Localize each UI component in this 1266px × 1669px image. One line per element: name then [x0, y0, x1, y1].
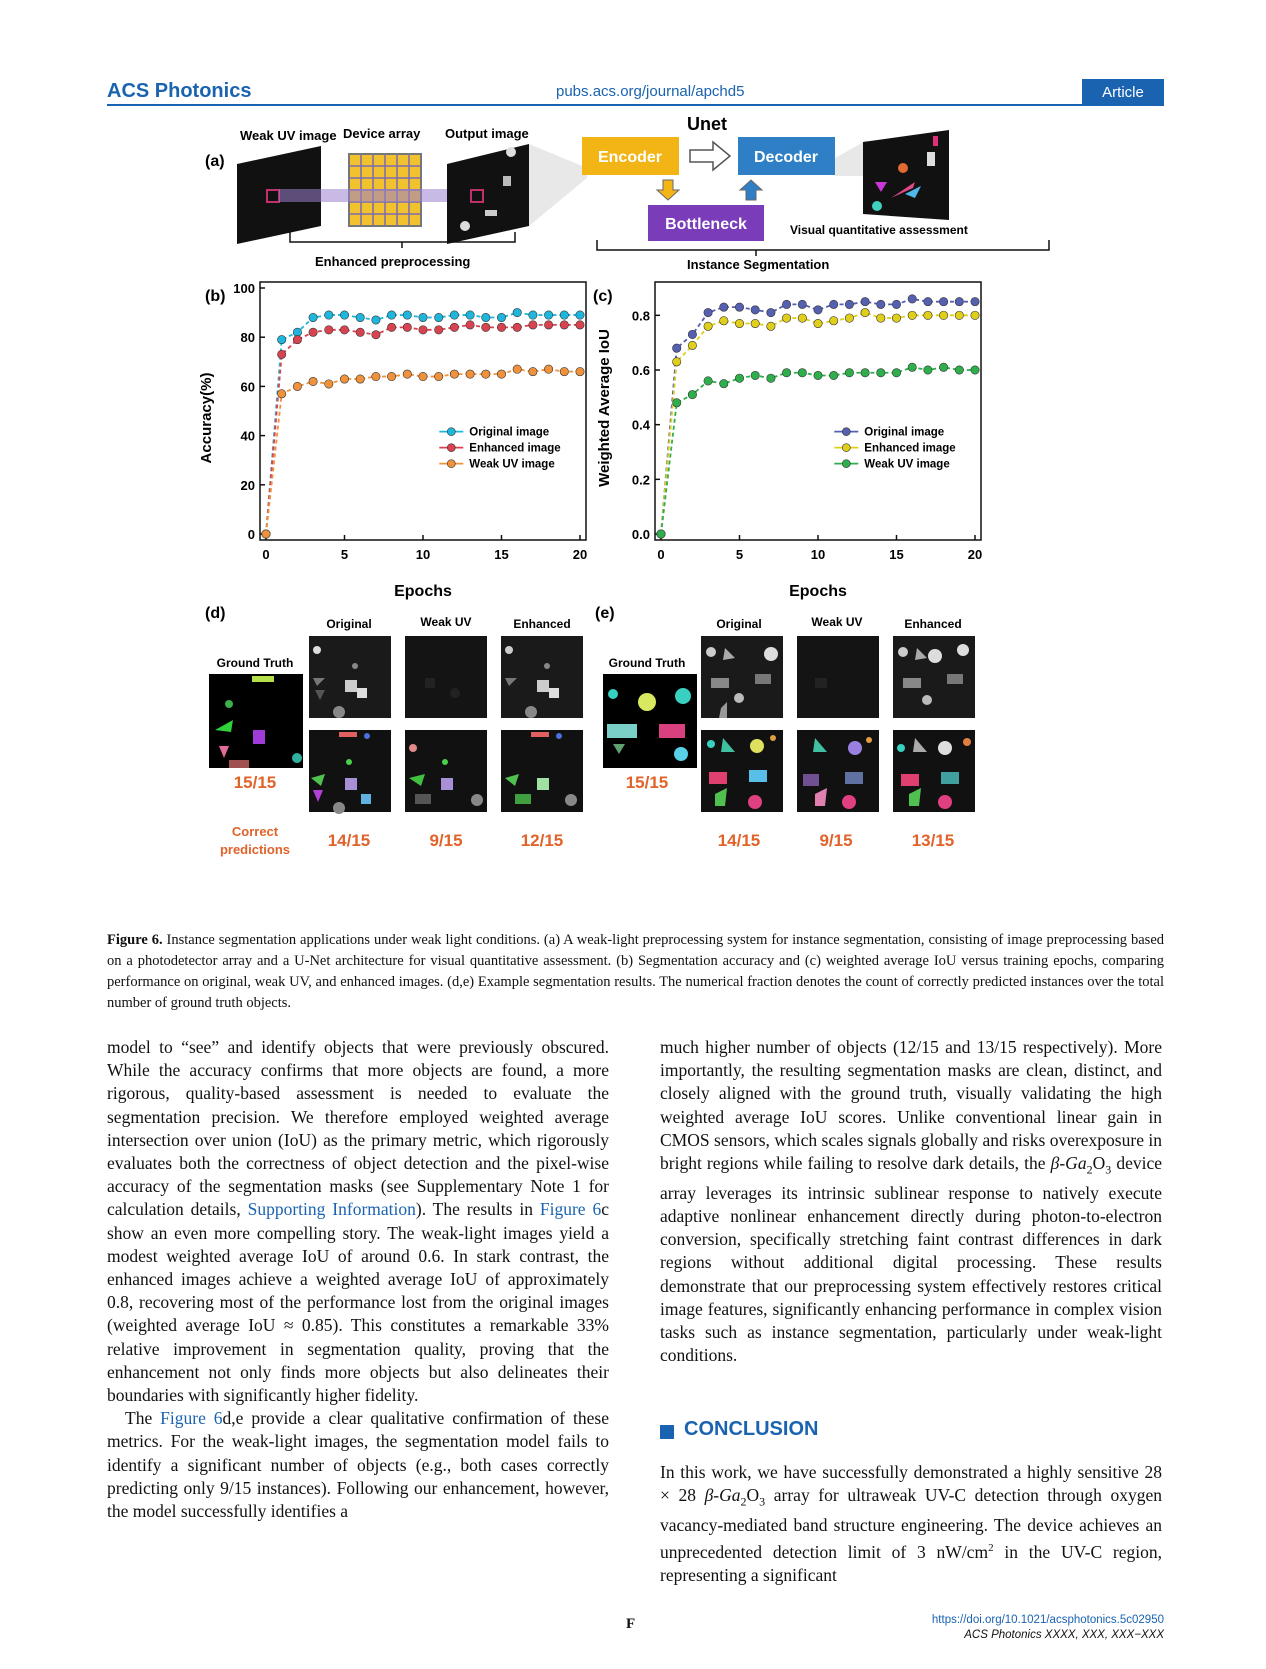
data-point: [861, 308, 869, 316]
up-arrow-icon: [740, 180, 762, 200]
d-col-original: Original: [326, 617, 372, 631]
data-point: [939, 311, 947, 319]
right-p1-text-2: device array leverages its intrinsic sublinear response to natively execute adaptive nonlinear enhancement directly during photon-to-electron conversion, specifically stretching faint contrast differences in dark regions without additional digital processing. These results demonstrate that our preprocessing system effectively restores critical image features, significantly enhancing performance in complex vision tasks such as instance segmentation, particularly under weak-light conditions.: [660, 1153, 1163, 1366]
d-weak-top: [405, 636, 487, 718]
data-point: [544, 321, 552, 329]
caption-label: Figure 6.: [107, 932, 163, 948]
ytick-label: 20: [240, 477, 255, 493]
conclusion-marker: [660, 1425, 674, 1439]
data-point: [704, 322, 712, 330]
data-point: [735, 303, 743, 311]
data-point: [767, 374, 775, 382]
data-point: [340, 375, 348, 383]
data-point: [387, 372, 395, 380]
d-gt-score: 15/15: [233, 773, 277, 792]
xtick-label: 0: [262, 547, 270, 562]
data-point: [673, 399, 681, 407]
legend-marker: [842, 460, 850, 468]
ytick-label: 0.2: [631, 472, 650, 488]
data-point: [798, 369, 806, 377]
d-col-weak: Weak UV: [420, 615, 472, 629]
data-point: [751, 371, 759, 379]
instance-segmentation-label: Instance Segmentation: [687, 257, 830, 272]
data-point: [814, 371, 822, 379]
data-point: [497, 323, 505, 331]
data-point: [877, 314, 885, 322]
unet-label: Unet: [687, 114, 727, 134]
data-point: [482, 323, 490, 331]
data-point: [497, 313, 505, 321]
data-point: [845, 314, 853, 322]
conclusion-paragraph: In this work, we have successfully demonstrated a highly sensitive 28 × 28 $\beta-Ga_2O_3$ array for ultraweak UV-C detection through oxygen vacancy-mediated band structure engineering. The device achieves an unprecedented detection limit of 3 $nW/cm^2$ in the UV-C region, representing a significant: [660, 1462, 1162, 1586]
data-point: [939, 363, 947, 371]
output-image-label: Output image: [445, 126, 529, 141]
data-point: [482, 313, 490, 321]
data-point: [908, 363, 916, 371]
predictions-label: predictions: [219, 842, 291, 857]
d-score-weak: 9/15: [429, 831, 463, 850]
data-point: [576, 311, 584, 319]
xtick-label: 15: [494, 547, 509, 562]
data-point: [814, 306, 822, 314]
chart-c: [593, 282, 982, 600]
data-point: [720, 379, 728, 387]
panel-c-label: (c): [593, 288, 613, 305]
data-point: [293, 335, 301, 343]
figure-6-link[interactable]: Figure 6: [539, 1199, 602, 1220]
data-point: [861, 297, 869, 305]
data-point: [309, 328, 317, 336]
legend-marker: [447, 444, 455, 452]
data-point: [466, 370, 474, 378]
left-p2-text-2: d,e provide a clear qualitative confirmation of these metrics. For the weak-light images, the segmentation model fails to identify a significant number of objects (e.g., both cases correctly predicting only 9/15 instances). Following our enhancement, however, the model successfully identifies a: [107, 1408, 609, 1522]
right-arrow-icon: [690, 142, 730, 170]
left-column: [107, 1036, 609, 1523]
data-point: [971, 297, 979, 305]
xtick-label: 10: [415, 547, 431, 562]
data-point: [403, 311, 411, 319]
data-point: [735, 319, 743, 327]
data-point: [403, 370, 411, 378]
panel-b-label: (b): [205, 288, 226, 305]
figure-6: [198, 114, 1065, 920]
data-point: [892, 369, 900, 377]
data-point: [278, 390, 286, 398]
legend-label: Original image: [864, 426, 945, 439]
d-enhanced-top: [501, 636, 583, 718]
data-point: [544, 311, 552, 319]
page-number: F: [626, 1616, 636, 1632]
data-point: [450, 323, 458, 331]
data-point: [419, 372, 427, 380]
data-point: [751, 306, 759, 314]
xtick-label: 20: [967, 547, 983, 562]
conclusion-body: [660, 1461, 1162, 1587]
data-point: [403, 323, 411, 331]
ytick-label: 0.6: [631, 363, 650, 378]
data-point: [435, 326, 443, 334]
data-point: [372, 372, 380, 380]
data-point: [735, 374, 743, 382]
data-point: [704, 377, 712, 385]
data-point: [513, 323, 521, 331]
concl-text: In this work, we have successfully demonstrated a highly sensitive 28 × 28: [660, 1462, 1162, 1506]
data-point: [924, 366, 932, 374]
data-point: [971, 366, 979, 374]
e-enhanced-bottom: [893, 730, 975, 812]
doi-link[interactable]: https://doi.org/10.1021/acsphotonics.5c02950: [931, 1614, 1164, 1626]
concl-text-3: in the UV-C region, representing a significant: [660, 1541, 1162, 1586]
data-point: [767, 308, 775, 316]
data-point: [340, 311, 348, 319]
data-point: [861, 369, 869, 377]
data-point: [971, 311, 979, 319]
ytick-label: 60: [240, 379, 255, 395]
e-col-enhanced: Enhanced: [904, 617, 962, 631]
e-gt-score: 15/15: [625, 773, 669, 792]
xtick-label: 20: [572, 547, 588, 562]
figure-6-link-2[interactable]: Figure 6: [160, 1408, 223, 1429]
data-point: [419, 313, 427, 321]
article-tag: Article: [1082, 79, 1164, 106]
panel-e: [595, 605, 975, 850]
legend-label: Weak UV image: [469, 458, 555, 471]
left-p1-text: model to “see” and identify objects that were previously obscured. While the accuracy confirms that more objects are found, a more rigorous, quality-based assessment is needed to evaluate the segmentation precision. We therefore employed weighted average intersection over union (IoU) as the primary metric, which rigorously evaluates both the correctness of object detection and the pixel-wise accuracy of the segmentation masks (see Supplementary Note 1 for calculation details,: [107, 1037, 609, 1220]
ytick-label: 0.4: [631, 417, 650, 433]
ytick-label: 0: [247, 527, 255, 542]
data-point: [955, 366, 963, 374]
data-point: [892, 314, 900, 322]
chart-b-xlabel: Epochs: [394, 583, 452, 600]
d-original-top: [309, 636, 391, 718]
legend-label: Original image: [469, 426, 550, 439]
header-rule: [107, 104, 1164, 106]
panel-e-label: (e): [595, 605, 615, 622]
legend-marker: [842, 444, 850, 452]
legend-marker: [842, 428, 850, 436]
e-weak-bottom: [797, 730, 879, 812]
xtick-label: 10: [810, 547, 826, 562]
legend-label: Enhanced image: [864, 442, 956, 455]
data-point: [704, 308, 712, 316]
data-point: [908, 295, 916, 303]
device-array-label: Device array: [343, 126, 421, 141]
data-point: [560, 321, 568, 329]
data-point: [673, 344, 681, 352]
data-point: [814, 319, 822, 327]
data-point: [466, 321, 474, 329]
chart-c-ylabel: Weighted Average IoU: [596, 329, 613, 487]
series-line-0: [266, 313, 580, 534]
e-ground-truth: Ground Truth: [608, 656, 686, 670]
concl-text-2: array for ultraweak UV-C detection through oxygen vacancy-mediated band structure engineering. The device achieves an unprecedented detection limit of 3 nW/cm: [660, 1485, 1162, 1562]
data-point: [529, 311, 537, 319]
data-point: [782, 300, 790, 308]
data-point: [830, 317, 838, 325]
data-point: [482, 370, 490, 378]
data-point: [751, 319, 759, 327]
ytick-label: 0.0: [631, 527, 650, 542]
data-point: [529, 367, 537, 375]
data-point: [387, 311, 395, 319]
data-point: [782, 369, 790, 377]
data-point: [278, 350, 286, 358]
chart-b-ylabel: Accuracy(%): [198, 372, 215, 464]
data-point: [830, 300, 838, 308]
data-point: [939, 297, 947, 305]
enhanced-preprocessing-label: Enhanced preprocessing: [315, 254, 471, 269]
data-point: [560, 367, 568, 375]
xtick-label: 0: [657, 547, 665, 562]
chart-b: [198, 281, 587, 600]
data-point: [356, 328, 364, 336]
legend-marker: [447, 460, 455, 468]
data-point: [309, 377, 317, 385]
data-point: [497, 370, 505, 378]
correct-label: Correct: [231, 824, 279, 839]
caption-text: Instance segmentation applications under weak light conditions. (a) A weak-light preprocessing system for instance segmentation, consisting of image preprocessing based on a photodetector array and a U-Net architecture for visual quantitative assessment. (b) Segmentation accuracy and (c) weighted average IoU versus training epochs, comparing performance on original, weak UV, and enhanced images. (d,e) Example segmentation results. The numerical fraction denotes the count of correctly predicted instances over the total number of ground truth objects.: [107, 932, 1165, 1011]
data-point: [877, 300, 885, 308]
data-point: [767, 322, 775, 330]
series-line-0: [661, 299, 975, 534]
d-col-enhanced: Enhanced: [513, 617, 571, 631]
e-score-enhanced: 13/15: [911, 831, 955, 850]
data-point: [877, 369, 885, 377]
panel-a: [205, 114, 1049, 272]
supporting-info-link[interactable]: Supporting Information: [247, 1199, 416, 1220]
data-point: [798, 300, 806, 308]
data-point: [720, 303, 728, 311]
data-point: [450, 311, 458, 319]
chart-c-xlabel: Epochs: [789, 583, 847, 600]
ytick-label: 100: [233, 281, 255, 296]
data-point: [673, 358, 681, 366]
ytick-label: 80: [240, 330, 255, 346]
d-score-enhanced: 12/15: [520, 831, 564, 850]
e-score-weak: 9/15: [819, 831, 853, 850]
visual-assessment-label: Visual quantitative assessment: [790, 223, 968, 237]
ytick-label: 40: [240, 428, 255, 444]
footer-doi-block: [932, 1613, 1164, 1643]
left-p1-text-2: ). The results in: [415, 1199, 540, 1220]
data-point: [435, 313, 443, 321]
data-point: [576, 367, 584, 375]
xtick-label: 5: [735, 547, 744, 562]
legend-label: Weak UV image: [864, 458, 950, 471]
panel-d: [205, 605, 583, 857]
bottleneck-label: Bottleneck: [665, 216, 747, 233]
encoder-label: Encoder: [597, 149, 663, 166]
data-point: [892, 300, 900, 308]
data-point: [435, 372, 443, 380]
weak-uv-label: Weak UV image: [240, 128, 337, 143]
data-point: [325, 380, 333, 388]
output-image: [447, 144, 529, 244]
data-point: [908, 311, 916, 319]
concl-formula: β-Ga: [704, 1485, 741, 1506]
right-paragraph-1: much higher number of objects (12/15 and 13/15 respectively). More importantly, the resulting segmentation masks are clean, distinct, and closely aligned with the ground truth, visually validating the high weighted average IoU scores. Unlike conventional linear gain in CMOS sensors, which scales signals globally and risks overexposure in bright regions while failing to resolve dark details, the $\beta-Ga_2O_3$ device array leverages its intrinsic sublinear response to natively execute adaptive nonlinear enhancement directly during photon-to-electron conversion, specifically stretching faint contrast differences in dark regions without additional digital processing. These results demonstrate that our preprocessing system effectively restores critical image features, significantly enhancing performance in complex vision tasks such as instance segmentation, particularly under weak-light conditions.: [660, 1037, 1163, 1366]
data-point: [576, 321, 584, 329]
data-point: [845, 369, 853, 377]
ytick-label: 0.8: [631, 308, 650, 324]
data-point: [924, 297, 932, 305]
panel-a-label: (a): [205, 153, 225, 170]
legend-marker: [447, 428, 455, 436]
d-score-original: 14/15: [327, 831, 371, 850]
data-point: [262, 530, 270, 538]
citation: ACS Photonics XXXX, XXX, XXX−XXX: [964, 1629, 1164, 1641]
data-point: [529, 321, 537, 329]
left-p1-text-3: c show an even more compelling story. The weak-light images yield a modest weighted average IoU of around 0.6. In stark contrast, the enhanced images achieve a weighted average IoU of approximately 0.8, recovering most of the performance lost from the original images (weighted average IoU ≈ 0.85). This constitutes a remarkable 33% relative improvement in segmentation quality, proving that the enhancement not only finds more objects but also delineates their boundaries with significantly higher fidelity.: [107, 1199, 609, 1406]
journal-url[interactable]: pubs.acs.org/journal/apchd5: [556, 83, 745, 100]
data-point: [466, 311, 474, 319]
left-paragraph-1: [107, 1036, 609, 1407]
data-point: [450, 370, 458, 378]
journal-name: ACS Photonics: [107, 80, 252, 102]
data-point: [325, 311, 333, 319]
data-point: [325, 326, 333, 334]
data-point: [309, 313, 317, 321]
data-point: [293, 382, 301, 390]
right-p1-text: much higher number of objects (12/15 and 13/15 respectively). More importantly, the resulting segmentation masks are clean, distinct, and closely aligned with the ground truth, visually validating the high weighted average IoU scores. Unlike conventional linear gain in CMOS sensors, which scales signals globally and risks overexposure in bright regions while failing to resolve dark details, the: [660, 1037, 1162, 1174]
data-point: [924, 311, 932, 319]
d-ground-truth: Ground Truth: [216, 656, 294, 670]
data-point: [340, 326, 348, 334]
data-point: [955, 297, 963, 305]
left-p2-text: The: [125, 1408, 161, 1429]
data-point: [955, 311, 963, 319]
data-point: [560, 311, 568, 319]
data-point: [419, 326, 427, 334]
data-point: [845, 300, 853, 308]
data-point: [688, 341, 696, 349]
right-column: [660, 1036, 1162, 1367]
e-col-original: Original: [716, 617, 762, 631]
data-point: [720, 317, 728, 325]
e-score-original: 14/15: [717, 831, 761, 850]
right-p1-formula: β-Ga: [1050, 1153, 1087, 1174]
data-point: [372, 316, 380, 324]
data-point: [830, 371, 838, 379]
data-point: [544, 365, 552, 373]
data-point: [688, 330, 696, 338]
data-point: [513, 365, 521, 373]
series-line-1: [661, 313, 975, 534]
data-point: [782, 314, 790, 322]
data-point: [387, 323, 395, 331]
legend-label: Enhanced image: [469, 442, 561, 455]
data-point: [356, 313, 364, 321]
xtick-label: 15: [889, 547, 904, 562]
figure-caption: [107, 930, 1164, 1014]
data-point: [278, 335, 286, 343]
down-arrow-icon: [657, 180, 679, 200]
data-point: [688, 390, 696, 398]
left-paragraph-2: [107, 1407, 609, 1523]
data-point: [372, 331, 380, 339]
data-point: [798, 314, 806, 322]
d-original-bottom: [309, 730, 391, 812]
xtick-label: 5: [340, 547, 349, 562]
conclusion-heading: CONCLUSION: [684, 1418, 819, 1440]
panel-d-label: (d): [205, 605, 226, 622]
data-point: [356, 375, 364, 383]
e-col-weak: Weak UV: [811, 615, 863, 629]
data-point: [657, 530, 665, 538]
data-point: [513, 308, 521, 316]
e-weak-top: [797, 636, 879, 718]
decoder-label: Decoder: [753, 149, 819, 166]
